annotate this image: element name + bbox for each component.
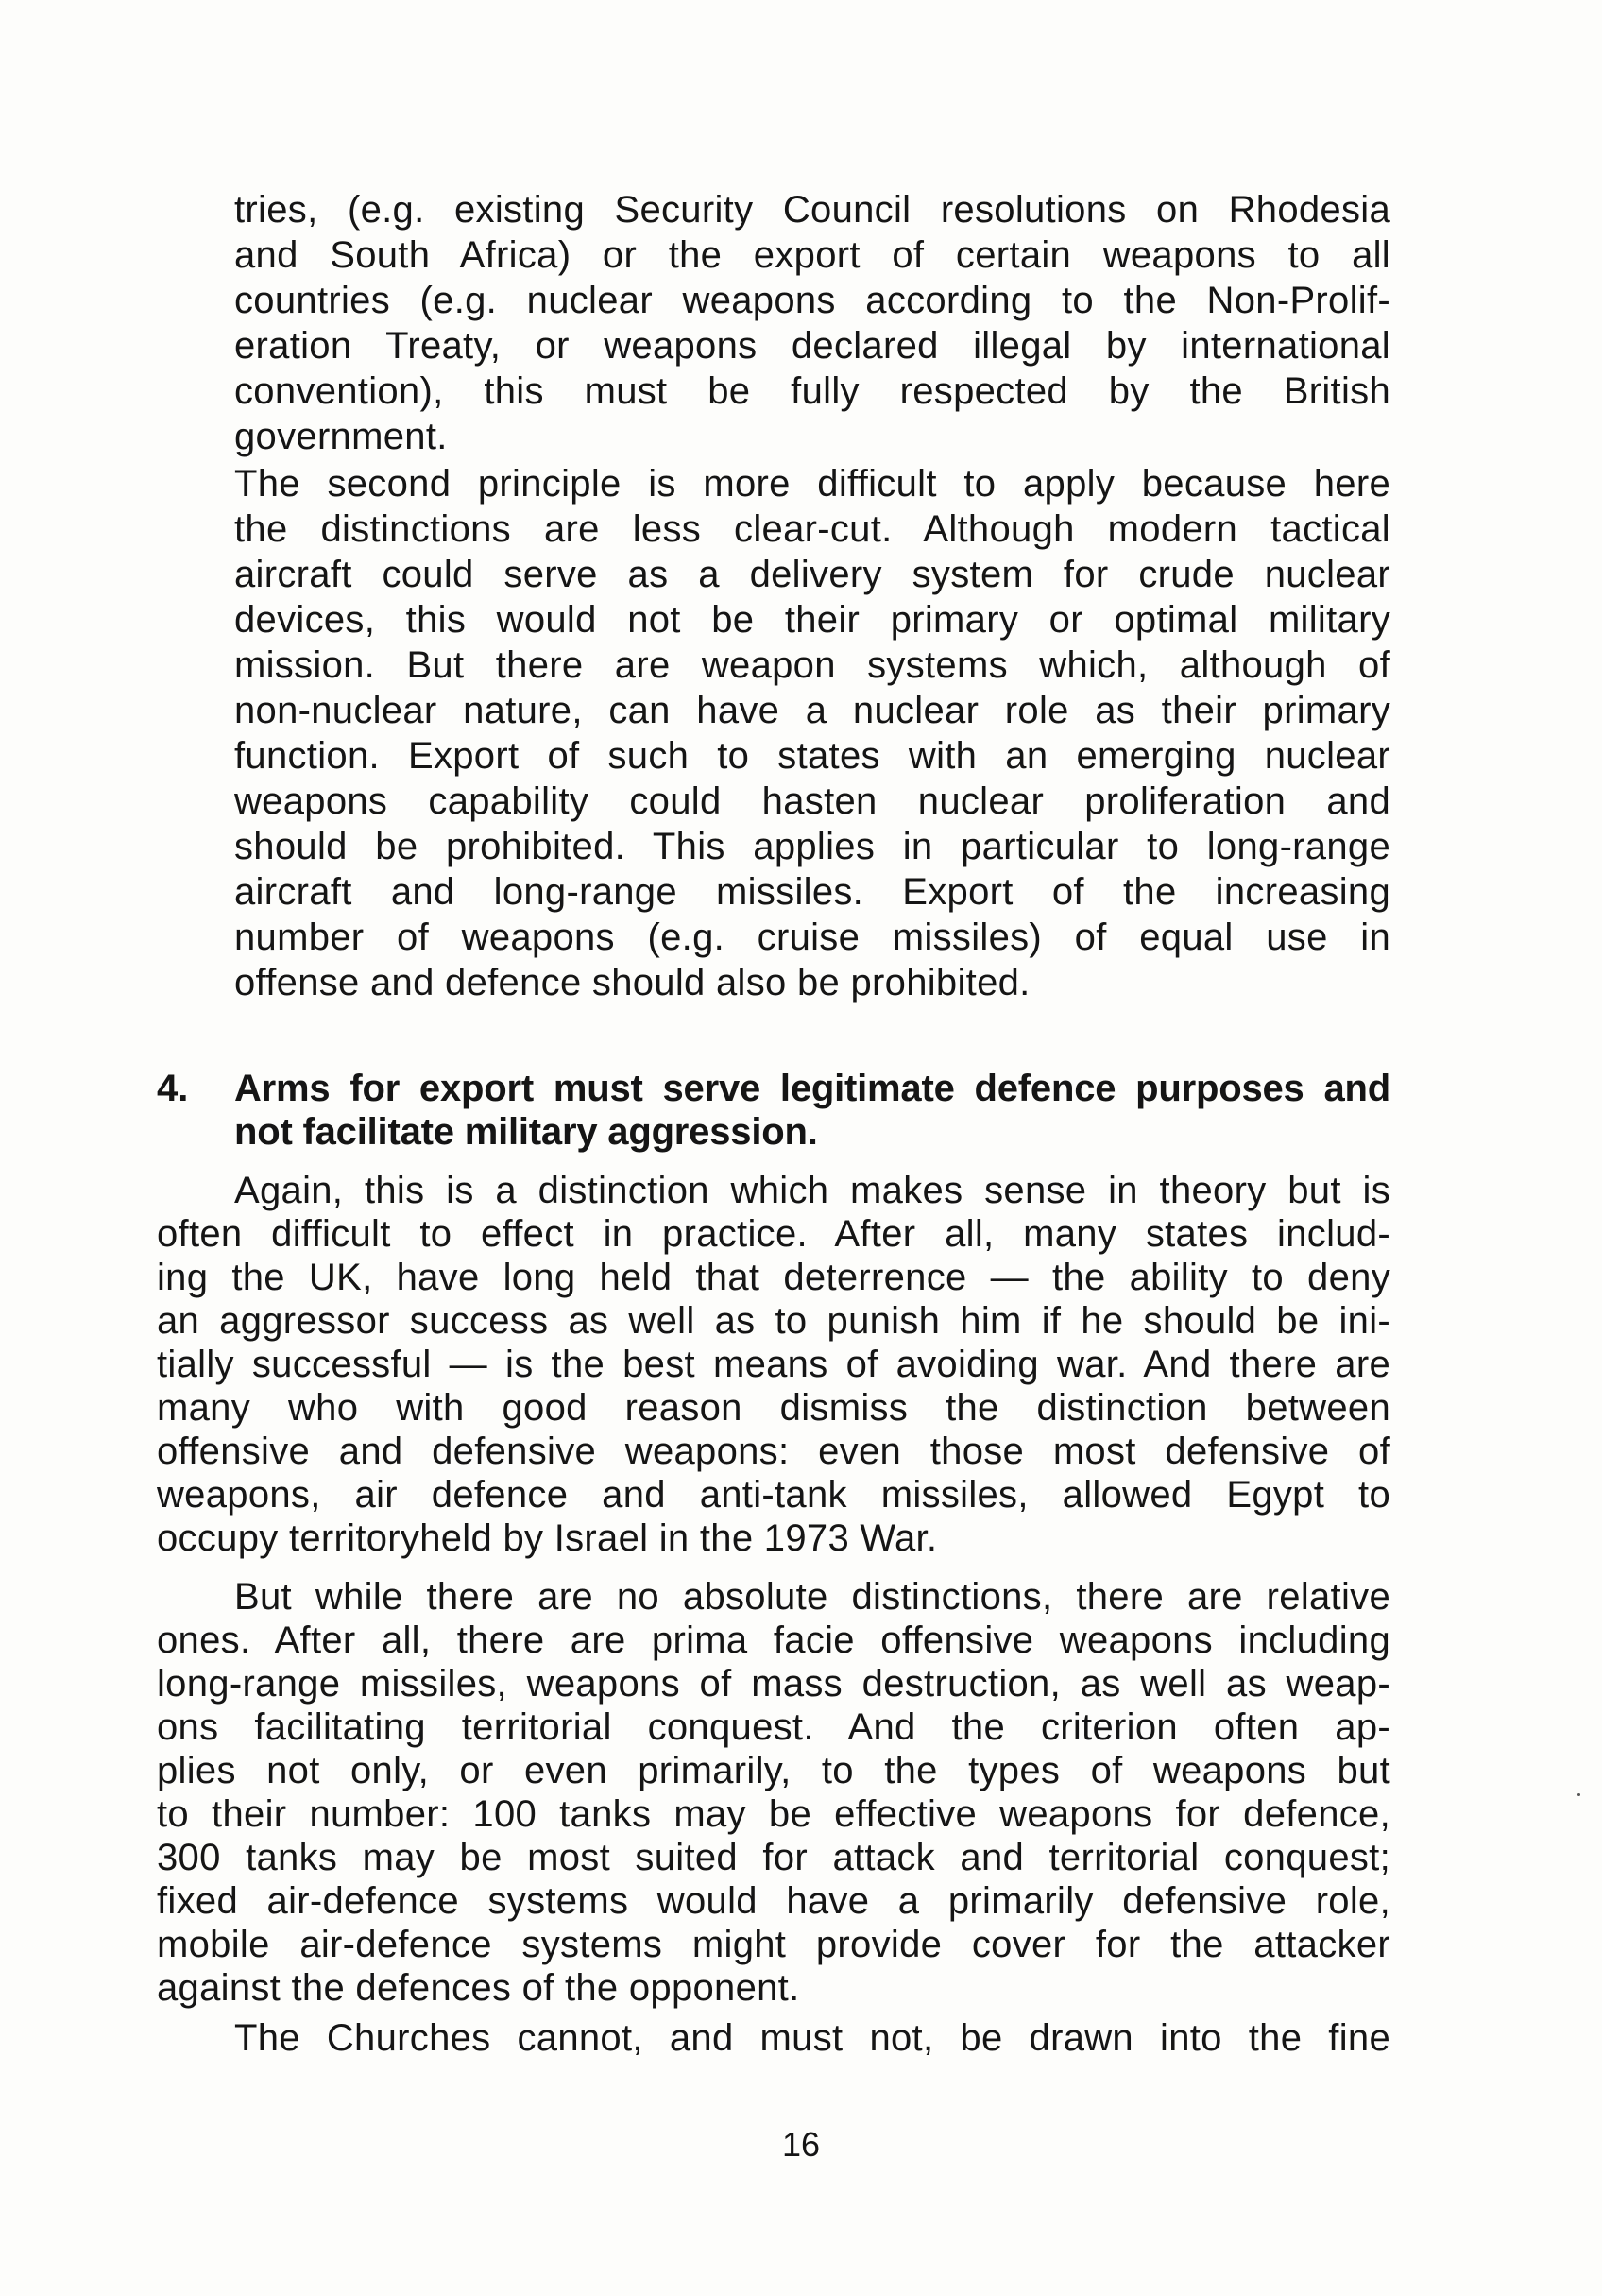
text-line: ons facilitating territorial conquest. And the criterion often ap-: [157, 1706, 1390, 1748]
text-line: devices, this would not be their primary or optimal military: [234, 599, 1390, 641]
page-number: 16: [781, 2125, 821, 2164]
text-line: ing the UK, have long held that deterrence — the ability to deny: [157, 1257, 1390, 1298]
text-line: often difficult to effect in practice. After all, many states includ-: [157, 1213, 1390, 1255]
text-line: tries, (e.g. existing Security Council resolutions on Rhodesia: [234, 189, 1390, 231]
text-line: non-nuclear nature, can have a nuclear role as their primary: [234, 690, 1390, 731]
text-line: The second principle is more difficult to apply because here: [234, 463, 1390, 505]
text-line: aircraft could serve as a delivery system for crude nuclear: [234, 554, 1390, 595]
text-line: eration Treaty, or weapons declared illegal by international: [234, 325, 1390, 367]
text-line: weapons, air defence and anti-tank missiles, allowed Egypt to: [157, 1474, 1390, 1516]
heading-line: Arms for export must serve legitimate defence purposes and: [234, 1068, 1390, 1109]
section-number: 4.: [157, 1068, 189, 1109]
text-line: occupy territoryheld by Israel in the 1973 War.: [157, 1517, 938, 1559]
text-line: and South Africa) or the export of certain weapons to all: [234, 234, 1390, 276]
text-line: But while there are no absolute distinctions, there are relative: [234, 1576, 1390, 1618]
text-line: countries (e.g. nuclear weapons according to the Non-Prolif-: [234, 280, 1390, 321]
text-line: mission. But there are weapon systems which, although of: [234, 644, 1390, 686]
text-line: tially successful — is the best means of avoiding war. And there are: [157, 1344, 1390, 1385]
text-line: Again, this is a distinction which makes sense in theory but is: [234, 1170, 1390, 1211]
text-line: to their number: 100 tanks may be effective weapons for defence,: [157, 1793, 1390, 1835]
scan-speck: [1577, 1793, 1580, 1796]
text-line: an aggressor success as well as to punish him if he should be ini-: [157, 1300, 1390, 1342]
text-line: weapons capability could hasten nuclear proliferation and: [234, 780, 1390, 822]
text-line: against the defences of the opponent.: [157, 1967, 800, 2009]
text-line: government.: [234, 416, 448, 457]
text-line: offense and defence should also be prohibited.: [234, 962, 1031, 1003]
heading-line: not facilitate military aggression.: [234, 1111, 818, 1153]
text-line: The Churches cannot, and must not, be drawn into the fine: [234, 2017, 1390, 2059]
text-line: fixed air-defence systems would have a primarily defensive role,: [157, 1880, 1390, 1922]
text-line: number of weapons (e.g. cruise missiles) of equal use in: [234, 917, 1390, 958]
text-line: 300 tanks may be most suited for attack and territorial conquest;: [157, 1837, 1390, 1878]
text-line: many who with good reason dismiss the distinction between: [157, 1387, 1390, 1429]
text-line: offensive and defensive weapons: even those most defensive of: [157, 1431, 1390, 1472]
text-line: should be prohibited. This applies in particular to long-range: [234, 826, 1390, 867]
text-line: the distinctions are less clear-cut. Although modern tactical: [234, 508, 1390, 550]
text-line: ones. After all, there are prima facie offensive weapons including: [157, 1619, 1390, 1661]
text-line: convention), this must be fully respected by the British: [234, 370, 1390, 412]
text-line: mobile air-defence systems might provide cover for the attacker: [157, 1924, 1390, 1965]
text-line: aircraft and long-range missiles. Export of the increasing: [234, 871, 1390, 913]
text-line: plies not only, or even primarily, to the types of weapons but: [157, 1750, 1390, 1791]
text-line: long-range missiles, weapons of mass destruction, as well as weap-: [157, 1663, 1390, 1705]
text-line: function. Export of such to states with an emerging nuclear: [234, 735, 1390, 777]
